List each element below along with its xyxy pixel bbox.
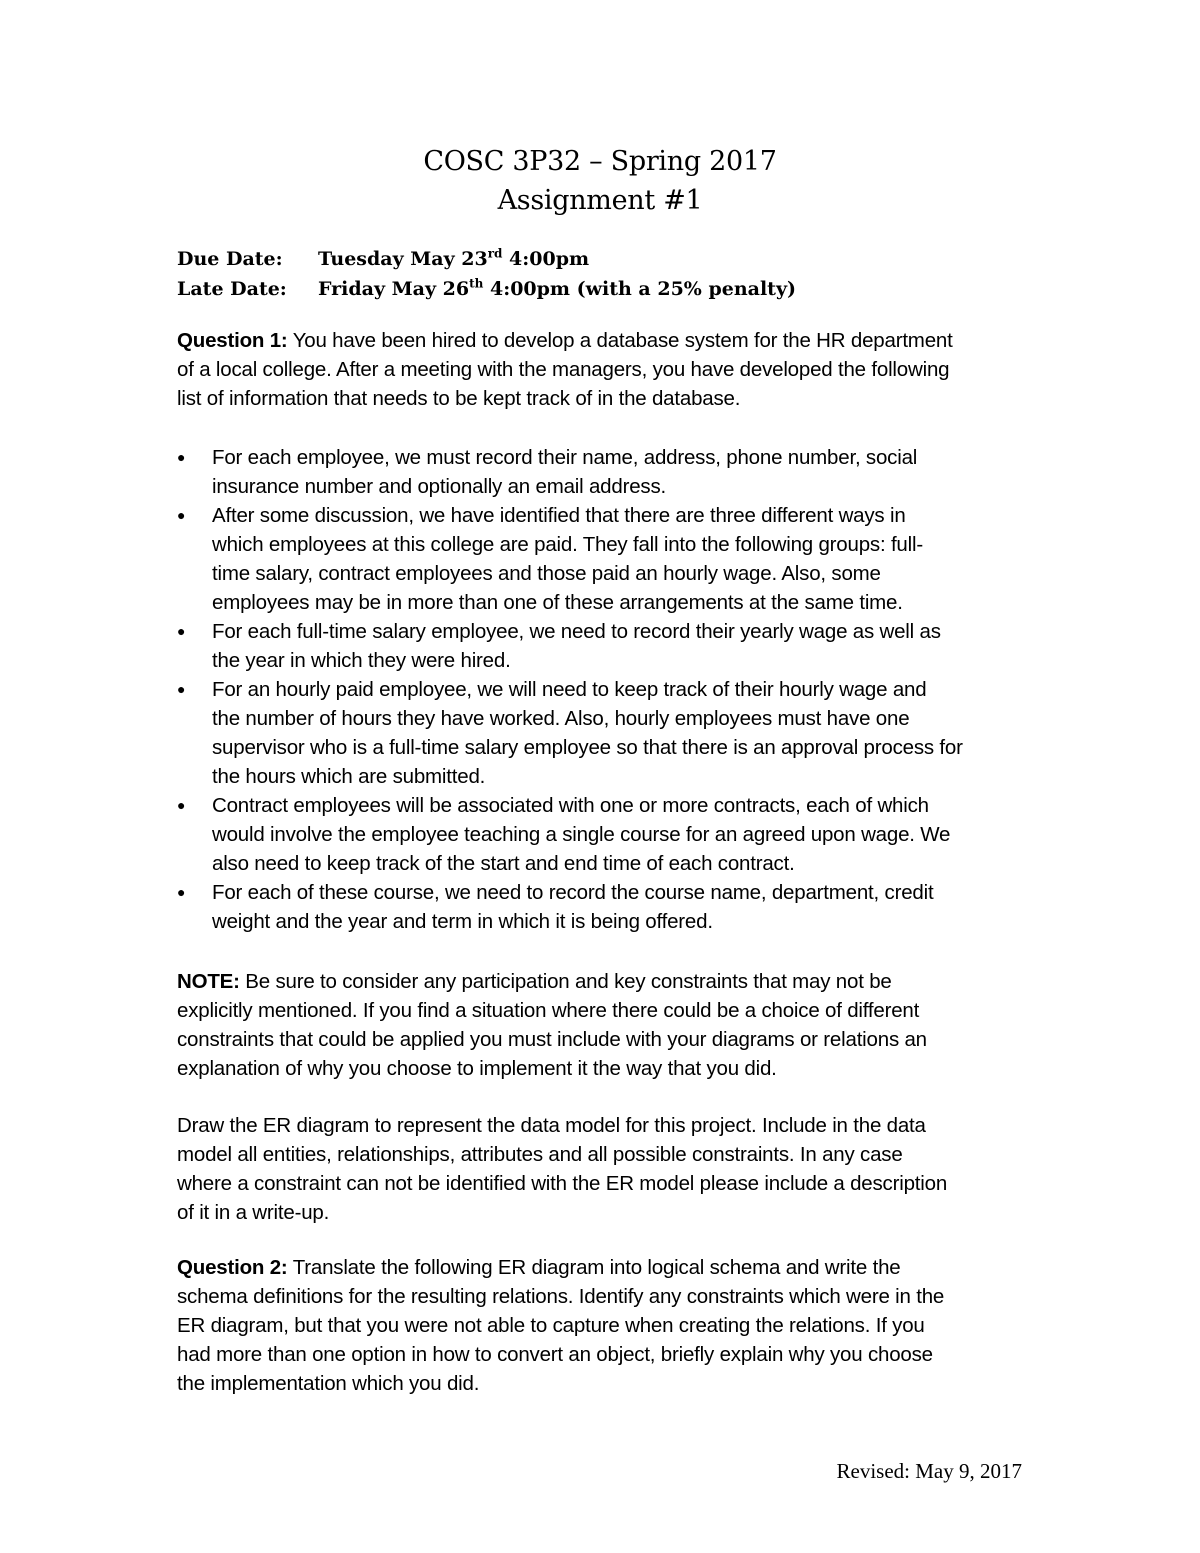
list-item: ● Contract employees will be associated with one or more contracts, each of which would involve the employee teaching a single course for an agreed upon wage. We also need to keep track of the start and end time of each contract.	[177, 791, 1037, 878]
question-1-line: You have been hired to develop a database system for the HR department	[287, 329, 953, 352]
bullet-icon: ●	[177, 449, 186, 465]
question-1-line: of a local college. After a meeting with the managers, you have developed the following	[177, 358, 950, 381]
list-item: ● For each employee, we must record their name, address, phone number, social insurance number and optionally an email address.	[177, 443, 1037, 501]
course-title: COSC 3P32 – Spring 2017	[423, 146, 777, 177]
question-2-paragraph: Question 2: Translate the following ER diagram into logical schema and write the schema definitions for the resulting relations. Identify any constraints which were in the ER diagram, but that you were not able to capture when creating the relations. If you had more than one option in how to convert an object, briefly explain why you choose the implementation which you did.	[177, 1256, 945, 1395]
note-paragraph: NOTE: Be sure to consider any participation and key constraints that may not be explicitly mentioned. If you find a situation where there could be a choice of different constraints that could be applied you must include with your diagrams or relations an explanation of why you choose to implement it the way that you did.	[177, 970, 927, 1080]
question-1-paragraph	[177, 326, 1037, 413]
bullet-icon: ●	[177, 507, 186, 523]
note-label: NOTE:	[177, 970, 240, 993]
bullet-icon: ●	[177, 884, 186, 900]
bullet-icon: ●	[177, 797, 186, 813]
requirements-list	[177, 443, 1037, 936]
list-item: ● For each full-time salary employee, we need to record their yearly wage as well as the year in which they were hired.	[177, 617, 1037, 675]
list-item: ● For each of these course, we need to record the course name, department, credit weight and the year and term in which it is being offered.	[177, 878, 1037, 936]
revised-date: Revised: May 9, 2017	[836, 1459, 1022, 1483]
list-item: ● For an hourly paid employee, we will need to keep track of their hourly wage and the number of hours they have worked. Also, hourly employees must have one supervisor who is a full-time salary employee so that there is an approval process for the hours which are submitted.	[177, 675, 1037, 791]
bullet-icon: ●	[177, 623, 186, 639]
list-item: ● After some discussion, we have identified that there are three different ways in which employees at this college are paid. They fall into the following groups: full- time salary, contract employees and those paid an hourly wage. Also, some employees may be in more than one of these arrangements at the same time.	[177, 501, 1037, 617]
late-date-label: Late Date:	[177, 278, 287, 300]
due-date-value: Tuesday May 23rd 4:00pm	[318, 246, 590, 270]
document-title	[0, 142, 1200, 220]
due-date-row	[177, 244, 796, 274]
question-1-label: Question 1:	[177, 329, 288, 352]
dates-block	[177, 244, 796, 304]
assignment-title: Assignment #1	[497, 185, 703, 216]
question-2-label: Question 2:	[177, 1256, 288, 1279]
bullet-icon: ●	[177, 681, 186, 697]
late-date-value: Friday May 26th 4:00pm (with a 25% penalty)	[318, 276, 796, 300]
late-date-row	[177, 274, 796, 304]
due-date-label: Due Date:	[177, 248, 283, 270]
er-diagram-paragraph: Draw the ER diagram to represent the data model for this project. Include in the data model all entities, relationships, attributes and all possible constraints. In any case where a constraint can not be identified with the ER model please include a description of it in a write-up.	[177, 1114, 948, 1224]
question-1-line: list of information that needs to be kept track of in the database.	[177, 387, 741, 410]
